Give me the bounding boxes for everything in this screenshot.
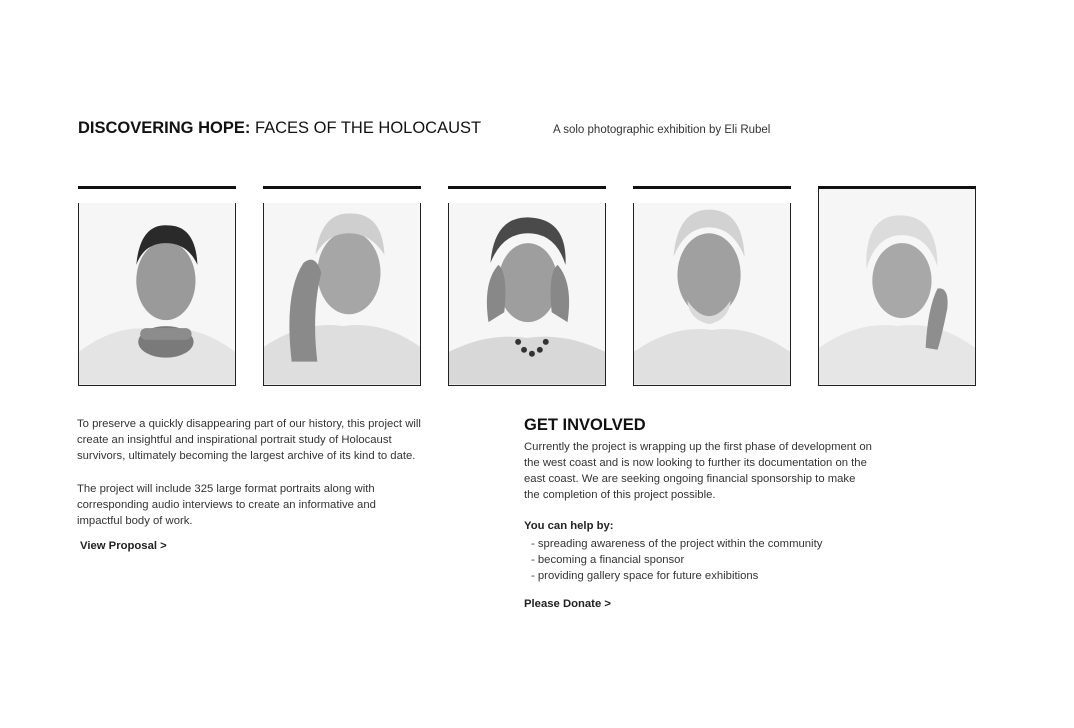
view-proposal-link[interactable]: View Proposal > <box>80 540 167 552</box>
get-involved-heading: GET INVOLVED <box>524 416 646 434</box>
get-involved-body: Currently the project is wrapping up the first phase of development on the west coast and is now looking to further its documentation on the east coast. We are seeking ongoing financial sponsorship to make the completion of this project possible. <box>524 441 872 501</box>
portrait-image <box>449 203 605 385</box>
about-paragraph-1: To preserve a quickly disappearing part of our history, this project will create an insightful and inspirational portrait study of Holocaust survivors, ultimately becoming the largest archive of its kind to date. <box>77 418 421 462</box>
portrait-man-hands-clasped <box>78 186 236 386</box>
portrait-woman-hands-on-face <box>448 186 606 386</box>
portrait-man-hand-on-head <box>263 186 421 386</box>
list-item: - providing gallery space for future exhibitions <box>531 570 759 582</box>
help-heading: You can help by: <box>524 520 614 532</box>
about-paragraph-2: The project will include 325 large format portraits along with corresponding audio interviews to create an informative and impactful body of work. <box>77 483 376 527</box>
donate-link[interactable]: Please Donate > <box>524 598 611 610</box>
title-light: FACES OF THE HOLOCAUST <box>254 119 482 137</box>
list-item: - spreading awareness of the project within the community <box>531 538 823 550</box>
portrait-man-white-beard <box>633 186 791 386</box>
portrait-image <box>264 203 420 385</box>
portrait-image <box>79 203 235 385</box>
portrait-woman-hand-on-chin <box>818 186 976 386</box>
list-item: - becoming a financial sponsor <box>531 554 685 566</box>
page-subtitle: A solo photographic exhibition by Eli Rubel <box>553 124 771 136</box>
page-title <box>78 119 481 138</box>
help-list <box>531 536 822 584</box>
portrait-image <box>634 203 790 385</box>
title-strong: DISCOVERING HOPE: <box>78 119 251 137</box>
portrait-image <box>819 189 975 385</box>
